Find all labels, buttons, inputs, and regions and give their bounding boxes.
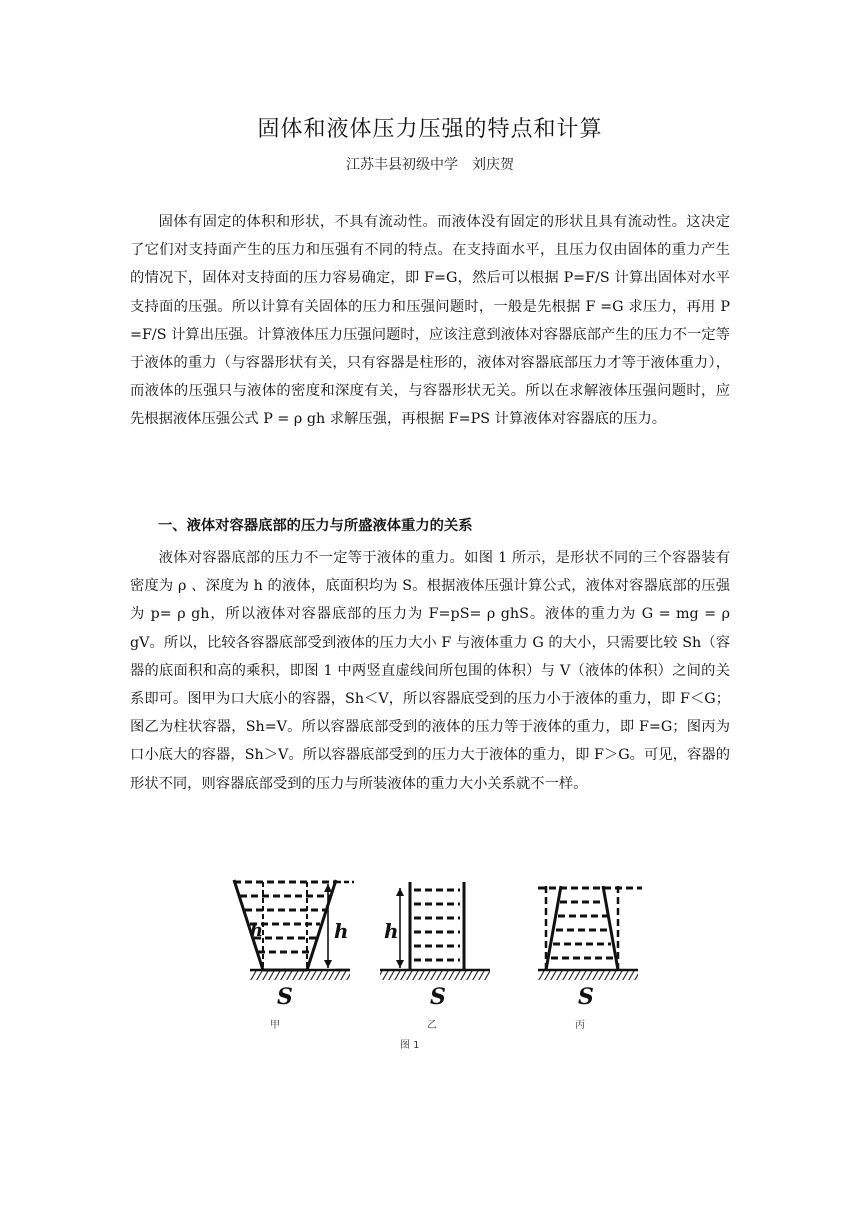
- label-s-yi: S: [430, 984, 446, 1010]
- container-yi: [380, 882, 490, 1031]
- label-h-yi: h: [384, 919, 399, 943]
- paragraph-section-1: 液体对容器底部的压力不一定等于液体的重力。如图 1 所示，是形状不同的三个容器装有密度为 ρ 、深度为 h 的液体，底面积均为 S。根据液体压强计算公式，液体对容器底部的压强为 p= ρ gh，所以液体对容器底部的压力为 F=pS= ρ ghS。液体的重力为 G = mg = ρ gV。所以，比较各容器底部受到液体的压力大小 F 与液体重力 G 的大小，只需要比较 Sh（容器的底面积和高的乘积，即图 1 中两竖直虚线间所包围的体积）与 V（液体的体积）之间的关系即可。图甲为口大底小的容器，Sh＜V，所以容器底受到的压力小于液体的重力，即 F＜G；图乙为柱状容器，Sh=V。所以容器底部受到的液体的压力等于液体的重力，即 F=G；图丙为口小底大的容器，Sh＞V。所以容器底部受到的压力大于液体的重力，即 F＞G。可见，容器的形状不同，则容器底部受到的压力与所装液体的重力大小关系就不一样。: [130, 550, 730, 792]
- container-bing: [538, 886, 642, 1031]
- sublabel-yi: 乙: [427, 1020, 437, 1031]
- sublabel-jia: 甲: [270, 1020, 280, 1031]
- label-h-jia: h: [334, 919, 349, 943]
- document-title: 固体和液体压力压强的特点和计算: [257, 117, 603, 142]
- section-heading: 一、液体对容器底部的压力与所盛液体重力的关系: [158, 518, 473, 534]
- label-h-jia-inner: h: [250, 920, 264, 941]
- label-s-bing: S: [578, 984, 594, 1010]
- sublabel-bing: 丙: [575, 1020, 585, 1031]
- paragraph-intro: 固体有固定的体积和形状，不具有流动性。而液体没有固定的形状且具有流动性。这决定了它们对支持面产生的压力和压强有不同的特点。在支持面水平，且压力仅由固体的重力产生的情况下，固体对支持面的压力容易确定，即 F=G，然后可以根据 P=F/S 计算出固体对水平支持面的压强。所以计算有关固体的压力和压强问题时，一般是先根据 F =G 求压力，再用 P =F/S 计算出压强。计算液体压力压强问题时，应该注意到液体对容器底部产生的压力不一定等于液体的重力（与容器形状有关，只有容器是柱形的，液体对容器底部压力才等于液体重力），而液体的压强只与液体的密度和深度有关，与容器形状无关。所以在求解液体压强问题时，应先根据液体压强公式 P = ρ gh 求解压强，再根据 F=PS 计算液体对容器底的压力。: [130, 214, 730, 428]
- author-line: 江苏丰县初级中学 刘庆贺: [346, 157, 514, 173]
- container-jia: [234, 880, 354, 1031]
- ground-hatch-yi: [380, 970, 490, 980]
- ground-hatch-bing: [538, 970, 638, 980]
- figure-caption: 图 1: [400, 1040, 420, 1051]
- figure-1-drawing: [220, 866, 660, 1056]
- figure-1: [220, 866, 660, 1056]
- label-s-jia: S: [277, 984, 293, 1010]
